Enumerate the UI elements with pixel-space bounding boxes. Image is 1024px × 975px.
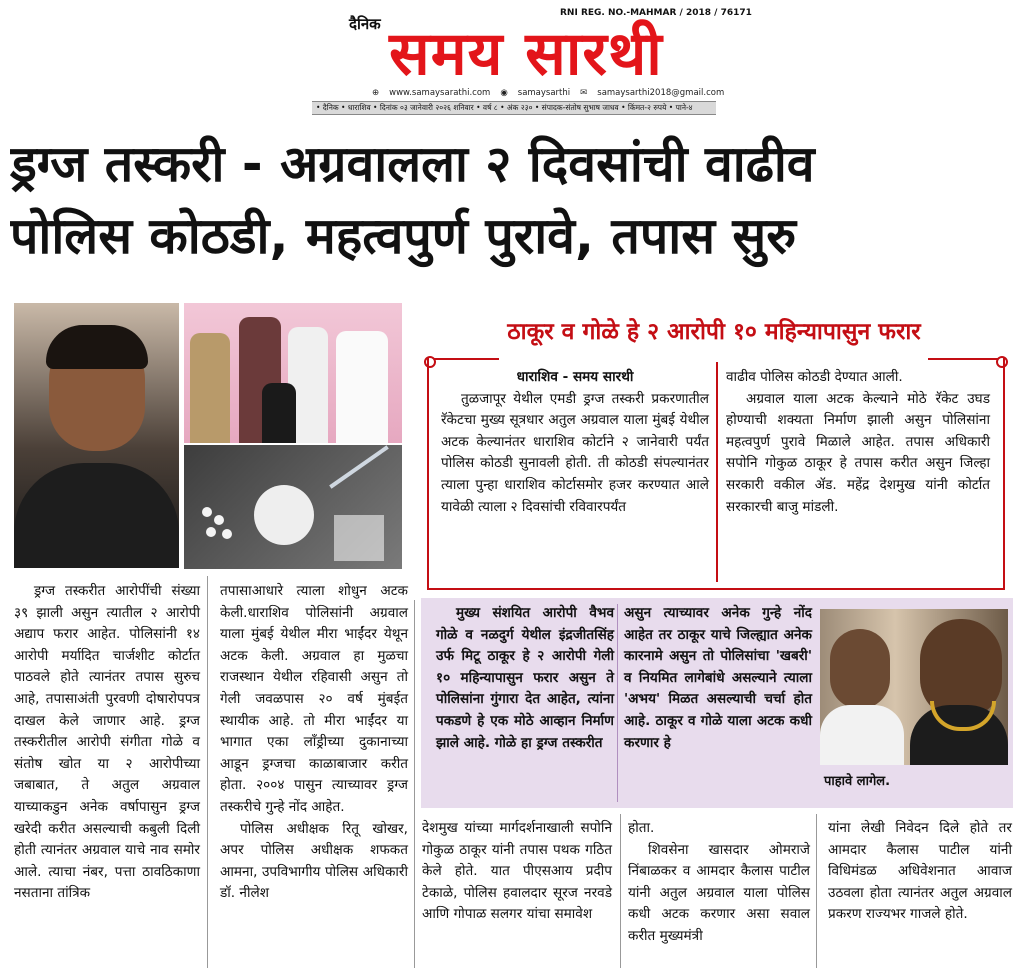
box-col2-text: अग्रवाल याला अटक केल्याने मोठे रॅकेट उघड होण्याची शक्यता निर्माण झाली असुन पोलिसांना महत्वपुर्ण पुरावे मिळाले आहेत. तपास अधिकारी सपोनि गोकुळ ठाकूर हे तपास करीत असुन जिल्हा सरकारी वकील ॲड. महेंद्र देशमुख यांनी कोर्टात सरकारची बाजु मांडली.: [726, 390, 990, 515]
box-column-2: [726, 367, 990, 518]
headline-line-2: पोलिस कोठडी, महत्वपुर्ण पुरावे, तपास सुरु: [10, 207, 797, 265]
seized-drugs-photo: [184, 445, 402, 569]
accused-portrait-photo: [14, 303, 179, 568]
website-text: www.samaysarathi.com: [389, 88, 491, 98]
body-column-2: [220, 581, 408, 905]
box-col1-text: तुळजापूर येथील एमडी ड्रग्ज तस्करी प्रकरणातील रॅकेटचा मुख्य सूत्रधार अतुल अग्रवाल याला मुंबई येथील अटक केल्यानंतर धाराशिव कोर्टाने २ जानेवारी पर्यंत पोलिस कोठडी सुनावली होती. ती कोठडी संपल्यानंतर त्याला पुन्हा धाराशिव कोर्टासमोर हजर करण्यात आले यावेळी त्याला २ दिवसांची रविवारपर्यंत: [441, 390, 709, 515]
col3-text: देशमुख यांच्या मार्गदर्शनाखाली सपोनि गोकुळ ठाकूर यांनी तपास पथक गठित केले होते. यात पीएसआय प्रदीप टेकाळे, पोलिस हवालदार सूरज नरवडे आणि गोपाळ सलगर यांचा समावेश: [422, 820, 612, 923]
globe-icon: ⊕: [372, 88, 380, 98]
body-column-4: [628, 818, 810, 948]
column-rule: [620, 814, 621, 968]
col2-text-2: पोलिस अधीक्षक रितू खोखर, अपर पोलिस अधीक्षक शफकत आमना, उपविभागीय पोलिस अधिकारी डॉ. नीलेश: [220, 820, 408, 902]
purple-divider: [617, 604, 618, 802]
headline-line-1: ड्रग्ज तस्करी - अग्रवालला २ दिवसांची वाढीव: [10, 135, 815, 193]
column-rule: [414, 600, 415, 968]
col1-text: ड्रग्ज तस्करीत आरोपींची संख्या ३९ झाली असुन त्यातील २ आरोपी अद्याप फरार आहेत. पोलिसांनी १४ आरोपी मर्यादित चार्जशीट कोर्टात पाठवले होते त्यानंतर तपास सुरुच आहे, तपासाअंती पुरवणी दोषारोपपत्र दाखल केले जाणार आहे. ड्रग्ज तस्करीतील आरोपी संगीता गोळे व संतोष खोत या २ आरोपीच्या जबाबात, ते अतुल अग्रवाल याच्याकडुन अनेक वर्षापासुन ड्रग्ज खरेदी करीत असल्याची कबुली दिली होती त्यानंतर अग्रवाल याचे नाव समोर आले. त्याचा नंबर, पत्ता ठावठिकाणा नसताना तांत्रिक: [14, 583, 200, 902]
masthead: [0, 0, 1024, 118]
body-column-5: [828, 818, 1012, 926]
column-rule: [207, 576, 208, 968]
dateline: धाराशिव - समय सारथी: [516, 369, 634, 385]
social-text: samaysarthi: [517, 88, 571, 98]
purple-column-2: [624, 603, 812, 754]
police-team-photo: [184, 303, 402, 443]
body-column-3: [422, 818, 612, 926]
column-rule: [816, 814, 817, 968]
daily-label: दैनिक: [349, 15, 381, 33]
col4-text-2: शिवसेना खासदार ओमराजे निंबाळकर व आमदार कैलास पाटील यांनी अतुल अग्रवाल याला पोलिस कधी अटक करणार असा सवाल करीत मुख्यमंत्री: [628, 841, 810, 944]
rni-number: RNI REG. NO.-MAHMAR / 2018 / 76171: [560, 8, 752, 18]
box-column-1: [441, 367, 709, 518]
email-text: samaysarthi2018@gmail.com: [597, 88, 725, 98]
col4-text-1: होता.: [628, 820, 655, 836]
newspaper-title: समय सारथी: [389, 19, 663, 89]
col2-text-1: तपासाआधारे त्याला शोधुन अटक केली.धाराशिव पोलिसांनी अग्रवाल याला मुंबई येथील मीरा भाईंदर येथून अटक केली. अग्रवाल हा मुळचा राजस्थान येथील रहिवासी असुन तो गेली जवळपास २० वर्ष मुंबईत स्थायीक आहे. तो मीरा भाईंदर या भागात एका लाँड्रीच्या दुकानाच्या आडून ड्रग्जचा काळाबाजार करीत होता. २००४ पासुन त्याच्यावर ड्रग्ज तस्करीचे गुन्हे नोंद आहेत.: [220, 583, 408, 815]
body-column-1: [14, 581, 200, 905]
purple-col1-text: मुख्य संशयित आरोपी वैभव गोळे व नळदुर्ग येथील इंद्रजीतसिंह उर्फ मिटू ठाकूर हे २ आरोपी गेली १० महिन्यापासुन फरार असुन ते पोलिसांना गुंगारा देत आहेत, त्यांना पकडणे हे एक मोठे आव्हान निर्माण झाले आहे. गोळे हा ड्रग्ज तस्करीत: [436, 605, 614, 751]
box-column-divider: [716, 362, 718, 582]
purple-col2-text: असुन त्याच्यावर अनेक गुन्हे नोंद आहेत तर ठाकूर याचे जिल्ह्यात अनेक कारनामे असुन तो पोलिसांचा 'खबरी' व नियमित लागेबांधे असल्याने त्याला 'अभय' मिळत असल्याची चर्चा होत आहे. ठाकूर व गोळे याला अटक कधी करणार हे: [624, 605, 812, 751]
col5-text: यांना लेखी निवेदन दिले होते तर आमदार कैलास पाटील यांनी विधिमंडळ अधिवेशनात आवाज उठवला होता त्यानंतर अतुल अग्रवाल प्रकरण राज्यभर गाजले होते.: [828, 820, 1012, 923]
absconding-accused-photo: [820, 609, 1008, 765]
box-col2-lead: वाढीव पोलिस कोठडी देण्यात आली.: [726, 369, 903, 385]
purple-column-1: [436, 603, 614, 754]
photo-caption: पाहावे लागेल.: [824, 774, 891, 789]
social-icon: ◉: [500, 88, 508, 98]
contact-row: [372, 88, 725, 98]
subheadline: ठाकूर व गोळे हे २ आरोपी १० महिन्यापासुन फरार: [507, 319, 921, 345]
email-icon: ✉: [580, 88, 588, 98]
info-strip: • दैनिक • धाराशिव • दिनांक ०३ जानेवारी २०२६ शनिवार • वर्ष ८ • अंक २३० • संपादक-संतोष सुभाष जाधव • किंमत-२ रुपये • पाने-४: [312, 101, 716, 115]
